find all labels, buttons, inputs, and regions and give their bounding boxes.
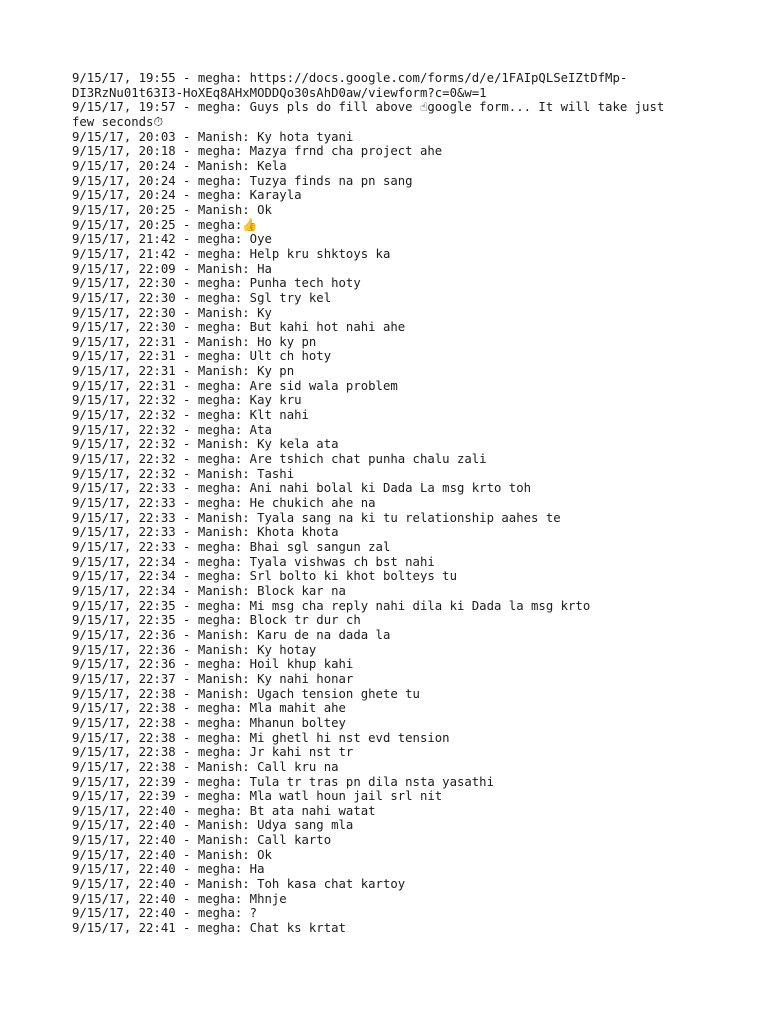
chat-log-line: 9/15/17, 22:31 - megha: Ult ch hoty [72,349,332,364]
chat-log-line: 9/15/17, 22:38 - Manish: Call kru na [72,759,339,774]
chat-log-line: 9/15/17, 22:39 - megha: Tula tr tras pn dila nsta yasathi [72,774,494,789]
chat-log-line: 9/15/17, 22:40 - megha: Bt ata nahi watat [72,803,376,818]
chat-log-line: 9/15/17, 22:40 - Manish: Ok [72,847,272,862]
chat-log-line: 9/15/17, 20:24 - megha: Tuzya finds na pn sang [72,173,413,188]
chat-log-line: 9/15/17, 22:33 - megha: He chukich ahe na [72,496,376,511]
chat-log-line: 9/15/17, 22:35 - megha: Mi msg cha reply nahi dila ki Dada la msg krto [72,598,591,613]
chat-log-line: 9/15/17, 22:32 - Manish: Ky kela ata [72,437,339,452]
chat-log-line: 9/15/17, 22:36 - Manish: Ky hotay [72,642,317,657]
chat-log-line: 9/15/17, 22:34 - Manish: Block kar na [72,583,346,598]
chat-log-line: 9/15/17, 22:31 - Manish: Ho ky pn [72,334,317,349]
chat-log-line: 9/15/17, 22:33 - megha: Bhai sgl sangun zal [72,540,391,554]
chat-log-line: few seconds⏱ [72,114,164,129]
chat-log-line: 9/15/17, 22:40 - Manish: Udya sang mla [72,818,354,833]
chat-log-line: 9/15/17, 22:41 - megha: Chat ks krtat [72,921,346,936]
chat-log-line: 9/15/17, 22:40 - Manish: Toh kasa chat kartoy [72,877,406,892]
chat-log-line: 9/15/17, 22:30 - megha: Sgl try kel [72,290,332,305]
chat-log-line: 9/15/17, 21:42 - megha: Help kru shktoys ka [72,246,391,261]
chat-log-line: DI3RzNu01t63I3-HoXEq8AHxMODDQo30sAhD0aw/viewform?c=0&w=1 [72,85,487,100]
chat-log-line: 9/15/17, 22:30 - megha: But kahi hot nahi ahe [72,320,406,335]
chat-log-line: 9/15/17, 22:39 - megha: Mla watl houn jail srl nit [72,789,443,804]
chat-log-line: 9/15/17, 22:38 - megha: Mi ghetl hi nst evd tension [72,730,450,745]
chat-log-line: 9/15/17, 22:33 - megha: Ani nahi bolal ki Dada La msg krto toh [72,481,532,496]
chat-log-line: 9/15/17, 22:36 - Manish: Karu de na dada la [72,627,391,642]
chat-log-line: 9/15/17, 22:38 - megha: Mhanun boltey [72,715,346,730]
chat-log-line: 9/15/17, 22:33 - Manish: Khota khota [72,525,339,540]
chat-log-line: 9/15/17, 22:36 - megha: Hoil khup kahi [72,657,354,672]
chat-log-document [72,71,692,936]
chat-log-line: 9/15/17, 20:24 - Manish: Kela [72,158,287,173]
chat-log-line: 9/15/17, 22:40 - Manish: Call karto [72,833,332,848]
chat-log-line: 9/15/17, 22:40 - megha: Ha [72,862,265,877]
chat-log-line: 9/15/17, 19:55 - megha: https://docs.google.com/forms/d/e/1FAIpQLSeIZtDfMp- [72,71,628,85]
chat-log-line: 9/15/17, 22:31 - Manish: Ky pn [72,364,295,379]
chat-log-line: 9/15/17, 22:33 - Manish: Tyala sang na ki tu relationship aahes te [72,510,561,525]
chat-log-line: 9/15/17, 22:32 - megha: Klt nahi [72,408,309,423]
chat-log-line: 9/15/17, 19:57 - megha: Guys pls do fill above ☝google form... It will take just [72,100,665,115]
chat-log-line: 9/15/17, 21:42 - megha: Oye [72,232,272,247]
chat-log-line: 9/15/17, 22:34 - megha: Srl bolto ki khot bolteys tu [72,569,457,584]
chat-log-line: 9/15/17, 22:40 - megha: ? [72,906,258,921]
chat-log-line: 9/15/17, 22:37 - Manish: Ky nahi honar [72,671,354,686]
chat-log-line: 9/15/17, 22:35 - megha: Block tr dur ch [72,613,361,628]
chat-log-line: 9/15/17, 22:31 - megha: Are sid wala problem [72,378,398,393]
chat-log-line: 9/15/17, 22:34 - megha: Tyala vishwas ch bst nahi [72,554,435,569]
chat-log-line: 9/15/17, 20:25 - megha:👍 [72,217,258,232]
chat-log-line: 9/15/17, 22:32 - megha: Ata [72,422,272,437]
chat-log-line: 9/15/17, 22:38 - megha: Mla mahit ahe [72,701,346,716]
chat-log-line: 9/15/17, 22:38 - Manish: Ugach tension ghete tu [72,686,420,701]
chat-log-line: 9/15/17, 20:25 - Manish: Ok [72,202,272,217]
chat-log-line: 9/15/17, 22:32 - Manish: Tashi [72,466,295,481]
chat-log-line: 9/15/17, 22:30 - megha: Punha tech hoty [72,276,361,291]
chat-log-line: 9/15/17, 22:32 - megha: Kay kru [72,393,302,408]
chat-log-line: 9/15/17, 22:40 - megha: Mhnje [72,891,287,906]
chat-log-line: 9/15/17, 22:38 - megha: Jr kahi nst tr [72,745,354,760]
chat-log-line: 9/15/17, 22:32 - megha: Are tshich chat punha chalu zali [72,452,487,467]
chat-log-line: 9/15/17, 22:09 - Manish: Ha [72,261,272,276]
chat-log-line: 9/15/17, 20:18 - megha: Mazya frnd cha project ahe [72,144,443,159]
chat-log-line: 9/15/17, 22:30 - Manish: Ky [72,305,272,320]
chat-log-line: 9/15/17, 20:03 - Manish: Ky hota tyani [72,129,354,144]
chat-log-line: 9/15/17, 20:24 - megha: Karayla [72,188,302,203]
